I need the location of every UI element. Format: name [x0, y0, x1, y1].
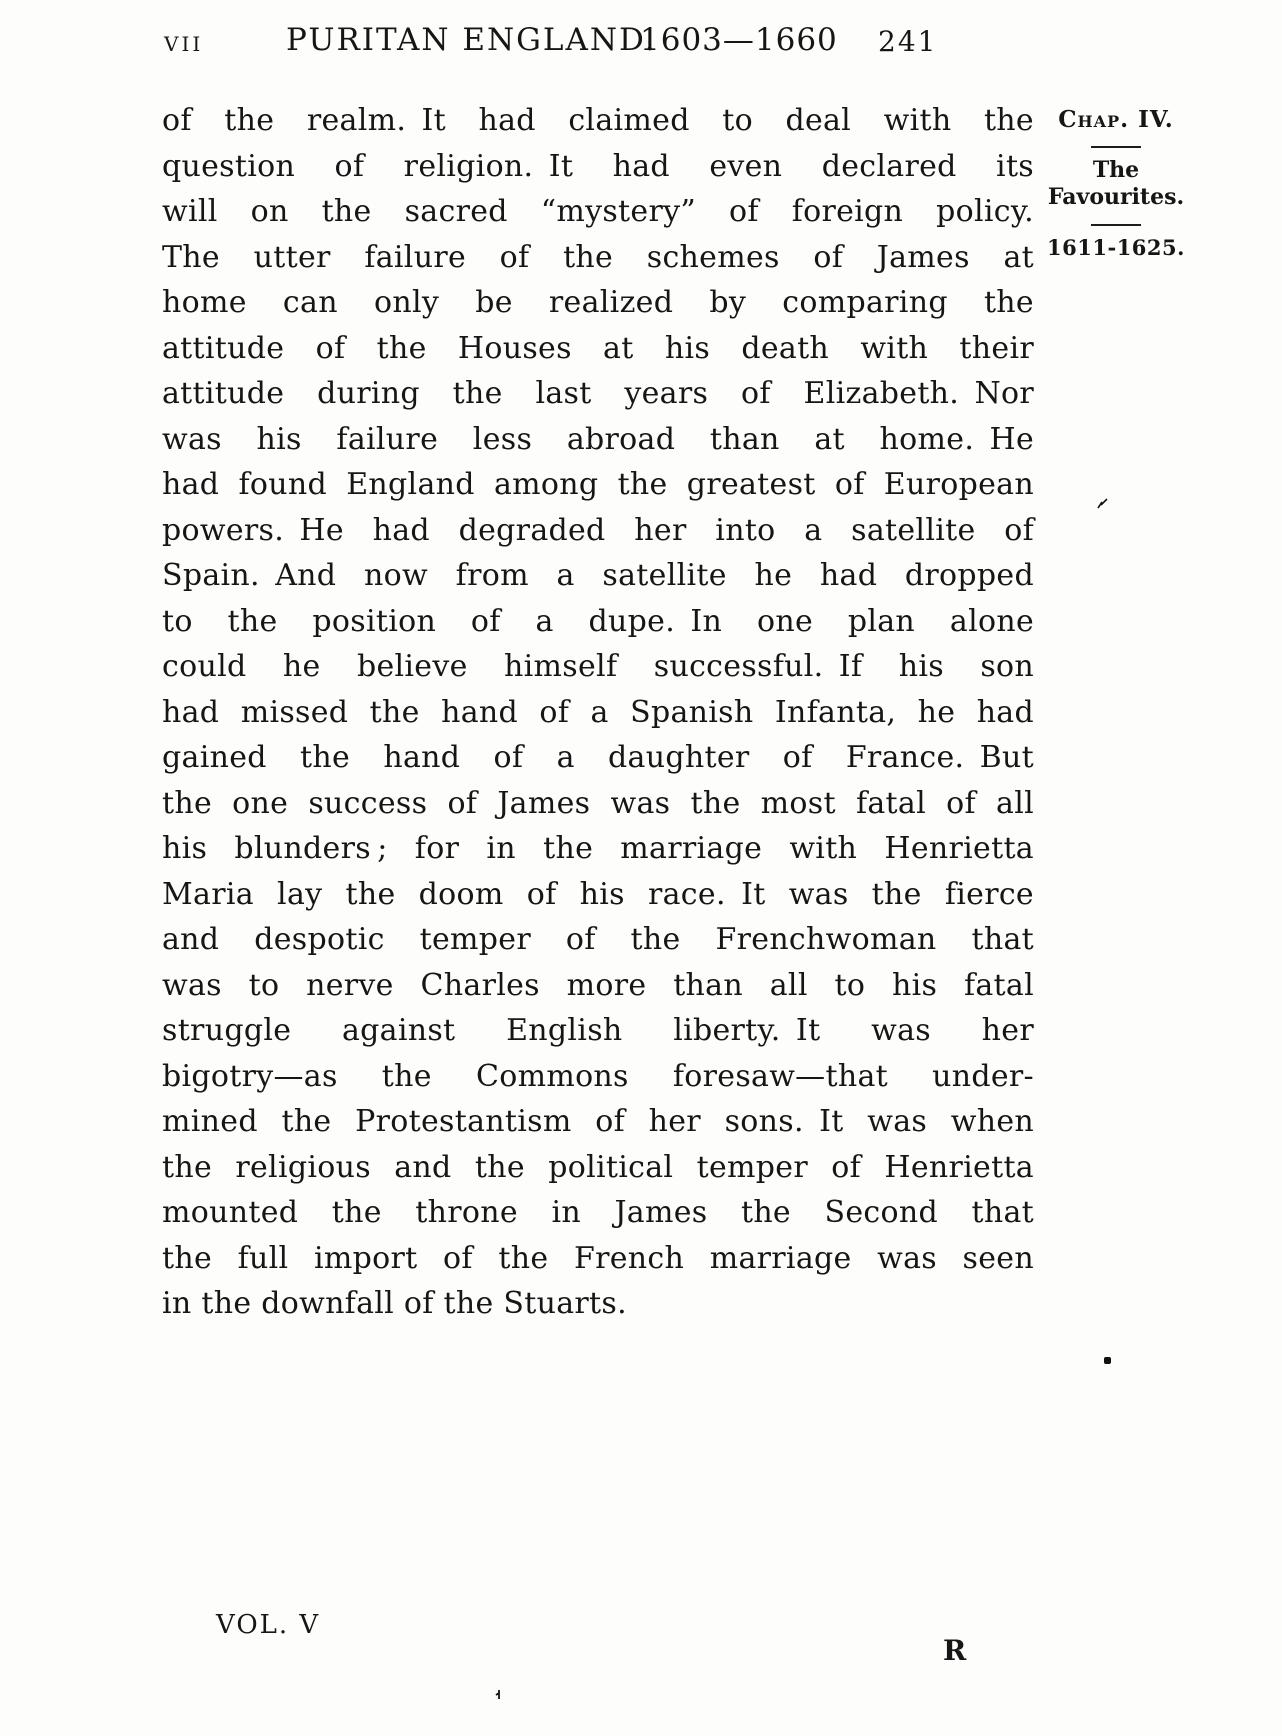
text-line: Maria lay the doom of his race. It was the fierce [162, 876, 1034, 912]
ink-artifact [495, 1686, 504, 1705]
sidenote-divider-rule [1091, 224, 1141, 226]
text-line: the religious and the political temper of Henrietta [162, 1149, 1034, 1185]
text-line: and despotic temper of the Frenchwoman that [162, 922, 1034, 957]
text-line: mined the Protestantism of her sons. It was when [162, 1104, 1034, 1139]
sidenote-column [1036, 106, 1196, 260]
text-line: was to nerve Charles more than all to his fatal [162, 967, 1034, 1003]
text-line: to the position of a dupe. In one plan alone [162, 603, 1034, 639]
ink-artifact [1104, 1357, 1111, 1364]
sidenote-topic-line1: The [1092, 157, 1140, 183]
text-line: will on the sacred “mystery” of foreign policy. [162, 194, 1034, 229]
sidenote-year-range: 1611-1625. [1047, 235, 1185, 260]
main-text-block [162, 98, 1034, 1327]
text-line: could he believe himself successful. If his son [162, 649, 1034, 684]
text-line: was his failure less abroad than at home. He [162, 421, 1034, 457]
header-running-title: PURITAN ENGLAND. [286, 22, 657, 58]
text-line: had found England among the greatest of European [162, 467, 1034, 502]
header-page-number: 241 [878, 25, 938, 58]
ink-artifact [1096, 494, 1112, 513]
footer-volume-label: VOL. V [216, 1610, 321, 1640]
header-date-range: 1603—1660 [640, 22, 838, 58]
sidenote-divider-rule [1091, 146, 1141, 148]
text-line: home can only be realized by comparing the [162, 285, 1034, 320]
text-line: struggle against English liberty. It was her [162, 1013, 1034, 1048]
text-line: of the realm. It had claimed to deal with the [162, 103, 1034, 138]
footer-signature-mark: R [943, 1634, 967, 1667]
text-line: the full import of the French marriage was seen [162, 1240, 1034, 1276]
sidenote-chapter-label: Chap. IV. [1058, 106, 1174, 133]
text-line: mounted the throne in James the Second that [162, 1195, 1034, 1230]
sidenote-topic-line2: Favourites. [1047, 184, 1185, 210]
text-line: in the downfall of the Stuarts. [162, 1286, 627, 1321]
text-line: attitude during the last years of Elizabeth. Nor [162, 376, 1034, 411]
text-line: Spain. And now from a satellite he had dropped [162, 558, 1034, 593]
text-line: question of religion. It had even declared its [162, 148, 1034, 184]
text-line: bigotry—as the Commons foresaw—that under- [162, 1058, 1034, 1094]
text-line: attitude of the Houses at his death with their [162, 330, 1034, 366]
text-line: the one success of James was the most fatal of all [162, 785, 1034, 821]
text-line: had missed the hand of a Spanish Infanta, he had [162, 694, 1034, 730]
text-line: The utter failure of the schemes of James at [162, 239, 1034, 275]
text-line: powers. He had degraded her into a satellite of [162, 512, 1034, 548]
text-line: gained the hand of a daughter of France. But [162, 740, 1034, 775]
header-section-numeral: VII [164, 32, 204, 56]
text-line: his blunders ; for in the marriage with Henrietta [162, 831, 1034, 866]
